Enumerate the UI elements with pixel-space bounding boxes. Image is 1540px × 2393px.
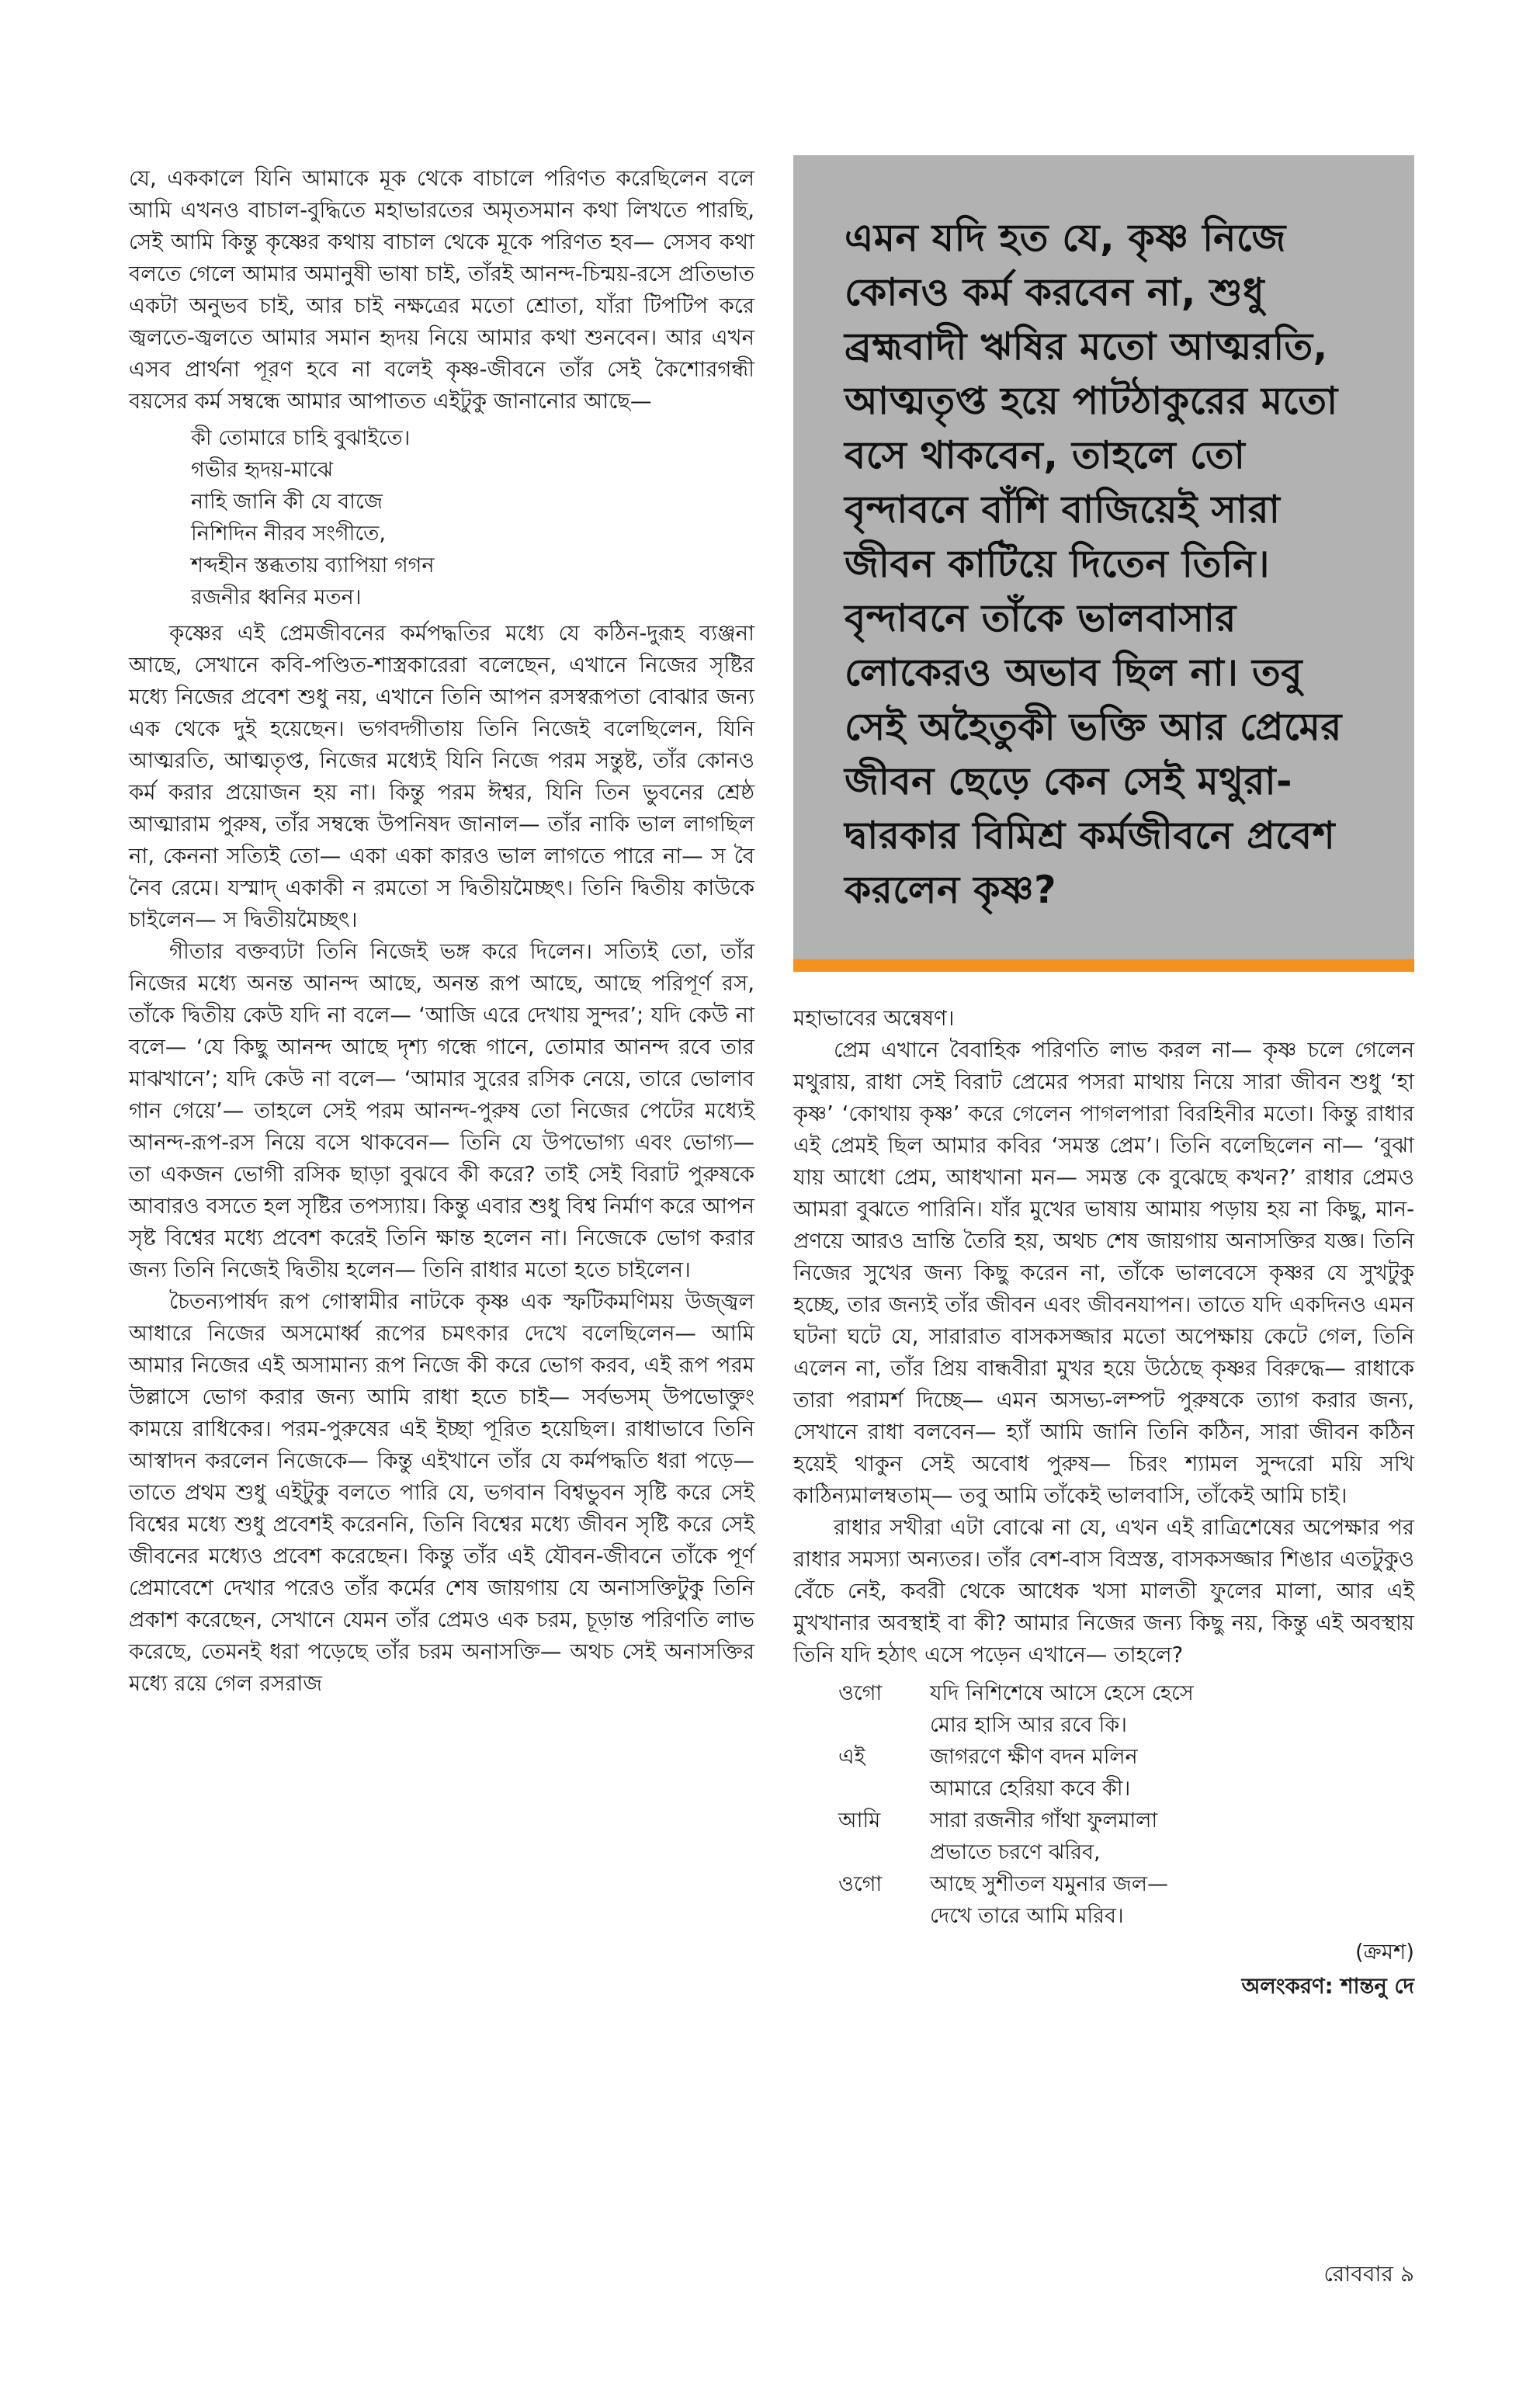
poem-hanging-word: এই <box>838 1745 865 1769</box>
poem-line: প্রভাতে চরণে ঝরিব, <box>930 1840 1101 1864</box>
illustration-credit: অলংকরণ: শান্তনু দে <box>1241 1974 1414 1999</box>
poem-line: শব্দহীন স্তব্ধতায় ব্যাপিয়া গগন <box>191 553 435 577</box>
poem-block-1 <box>191 422 754 613</box>
poem-row <box>838 1741 1414 1805</box>
paragraph-2: কৃষ্ণের এই প্রেমজীবনের কর্মপদ্ধতির মধ্যে যে কঠিন-দুরূহ ব্যঞ্জনা আছে, সেখানে কবি-পণ্ডিত-শাস্ত্রকারেরা বলেছেন, এখানে নিজের সৃষ্টির মধ্যে নিজের প্রবেশ শুধু নয়, এখানে তিনি আপন রসস্বরূপতা বোঝার জন্য এক থেকে দুই হয়েছেন। ভগবদ্গীতায় তিনি নিজেই বলেছিলেন, যিনি আত্মরতি, আত্মতৃপ্ত, নিজের মধ্যেই যিনি নিজে পরম সন্তুষ্ট, তাঁর কোনও কর্ম করার প্রয়োজন হয় না। কিন্তু পরম ঈশ্বর, যিনি তিন ভুবনের শ্রেষ্ঠ আত্মারাম পুরুষ, তাঁর সম্বন্ধে উপনিষদ জানাল— তাঁর নাকি ভাল লাগছিল না, কেননা সত্যিই তো— একা একা কারও ভাল লাগতে পারে না— স বৈ নৈব রেমে। যস্মাদ্ একাকী ন রমতো স দ্বিতীয়মৈচ্ছৎ। তিনি দ্বিতীয় কাউকে চাইলেন— স দ্বিতীয়মৈচ্ছৎ। <box>129 621 754 932</box>
poem-hanging-word: ওগো <box>838 1681 883 1705</box>
poem-line: আমারে হেরিয়া কবে কী। <box>930 1777 1131 1801</box>
poem-line: রজনীর ধ্বনির মতন। <box>191 585 362 609</box>
poem-hanging-word: আমি <box>838 1809 881 1833</box>
accent-bar <box>793 959 1414 972</box>
paragraph-7: রাধার সখীরা এটা বোঝে না যে, এখন এই রাত্রিশেষের অপেক্ষার পর রাধার সমস্যা অন্যতর। তাঁর বেশ-বাস বিস্রস্ত, বাসকসজ্জার শিঙার এতটুকুও বেঁচে নেই, কবরী থেকে আধেক খসা মালতী ফুলের মালা, আর এই মুখখানার অবস্থাই বা কী? আমার নিজের জন্য কিছু নয়, কিন্তু এই অবস্থায় তিনি যদি হঠাৎ এসে পড়েন এখানে— তাহলে? <box>793 1515 1414 1667</box>
poem-line: গভীর হৃদয়-মাঝে <box>191 458 334 482</box>
continued-marker: (ক্রমশ) <box>1355 1940 1414 1965</box>
poem-block-2 <box>838 1677 1414 1932</box>
poem-line: সারা রজনীর গাঁথা ফুলমালা <box>930 1809 1158 1833</box>
poem-row <box>838 1677 1414 1741</box>
poem-line: দেখে তারে আমি মরিব। <box>930 1904 1124 1928</box>
right-column <box>793 155 1414 2003</box>
poem-line: যদি নিশিশেষে আসে হেসে হেসে <box>930 1681 1194 1705</box>
paragraph-1: যে, এককালে যিনি আমাকে মূক থেকে বাচালে পরিণত করেছিলেন বলে আমি এখনও বাচাল-বুদ্ধিতে মহাভারতের অমৃতসমান কথা লিখতে পারছি, সেই আমি কিন্তু কৃষ্ণের কথায় বাচাল থেকে মূকে পরিণত হব— সেসব কথা বলতে গেলে আমার অমানুষী ভাষা চাই, তাঁরই আনন্দ-চিন্ময়-রসে প্রতিভাত একটা অনুভব চাই, আর চাই নক্ষত্রের মতো শ্রোতা, যাঁরা টিপটিপ করে জ্বলতে-জ্বলতে আমার সমান হৃদয় নিয়ে আমার কথা শুনবেন। আর এখন এসব প্রার্থনা পূরণ হবে না বলেই কৃষ্ণ-জীবনে তাঁর সেই কৈশোরগন্ধী বয়সের কর্ম সম্বন্ধে আমার আপাতত এইটুকু জানানোর আছে— <box>129 166 754 414</box>
poem-row <box>838 1868 1414 1932</box>
poem-line: নাহি জানি কী যে বাজে <box>191 490 383 514</box>
pull-quote-box <box>793 155 1414 959</box>
poem-line: নিশিদিন নীরব সংগীতে, <box>191 522 387 546</box>
left-column <box>129 163 754 1700</box>
page-footer: রোববার ৯ <box>1323 2261 1414 2287</box>
paragraph-6: প্রেম এখানে বৈবাহিক পরিণতি লাভ করল না— কৃষ্ণ চলে গেলেন মথুরায়, রাধা সেই বিরাট প্রেমের পসরা মাথায় নিয়ে সারা জীবন শুধু ‘হা কৃষ্ণ’ ‘কোথায় কৃষ্ণ’ করে গেলেন পাগলপারা বিরহিনীর মতো। কিন্তু রাধার এই প্রেমই ছিল আমার কবির ‘সমস্ত প্রেম’। তিনি বলেছিলেন না— ‘বুঝা যায় আধো প্রেম, আধখানা মন— সমস্ত কে বুঝেছে কখন?’ রাধার প্রেমও আমরা বুঝতে পারিনি। যাঁর মুখের ভাষায় আমায় পড়ায় হয় না কিছু, মান-প্রণয়ে আরও ভ্রান্তি তৈরি হয়, অথচ শেষ জায়গায় অনাসক্তির যজ্ঞ। তিনি নিজের সুখের জন্য কিছু করেন না, তাঁকে ভালবেসে কৃষ্ণর যে সুখটুকু হচ্ছে, তার জন্যই তাঁর জীবন এবং জীবনযাপন। তাতে যদি একদিনও এমন ঘটনা ঘটে যে, সারারাত বাসকসজ্জার মতো অপেক্ষায় কেটে গেল, তিনি এলেন না, তাঁর প্রিয় বান্ধবীরা মুখর হয়ে উঠেছে কৃষ্ণর বিরুদ্ধে— রাধাকে তারা পরামর্শ দিচ্ছে— এমন অসভ্য-লম্পট পুরুষকে ত্যাগ করার জন্য, সেখানে রাধা বলবেন— হ্যাঁ আমি জানি তিনি কঠিন, সারা জীবন কঠিন হয়েই থাকুন সেই অবোধ পুরুষ— চিরং শ্যামল সুন্দরো ময়ি সখি কাঠিন্যমালম্বতাম্— তবু আমি তাঁকেই ভালবাসি, তাঁকেই আমি চাই। <box>793 1038 1414 1508</box>
paragraph-3: গীতার বক্তব্যটা তিনি নিজেই ভঙ্গ করে দিলেন। সত্যিই তো, তাঁর নিজের মধ্যে অনন্ত আনন্দ আছে, অনন্ত রূপ আছে, আছে পরিপূর্ণ রস, তাঁকে দ্বিতীয় কেউ যদি না বলে— ‘আজি এরে দেখায় সুন্দর’; যদি কেউ না বলে— ‘যে কিছু আনন্দ আছে দৃশ্য গন্ধে গানে, তোমার আনন্দ রবে তার মাঝখানে’; যদি কেউ না বলে— ‘আমার সুরের রসিক নেয়ে, তারে ভোলাব গান গেয়ে’— তাহলে সেই পরম আনন্দ-পুরুষ তো নিজের পেটের মধ্যেই আনন্দ-রূপ-রস নিয়ে বসে থাকবেন— তিনি যে উপভোগ্য এবং ভোগ্য— তা একজন ভোগী রসিক ছাড়া বুঝবে কী করে? তাই সেই বিরাট পুরুষকে আবারও বসতে হল সৃষ্টির তপস্যায়। কিন্তু এবার শুধু বিশ্ব নির্মাণ করে আপন সৃষ্ট বিশ্বের মধ্যে প্রবেশ করেই তিনি ক্ষান্ত হলেন না। নিজেকে ভোগ করার জন্য তিনি নিজেই দ্বিতীয় হলেন— তিনি রাধার মতো হতে চাইলেন। <box>129 939 754 1282</box>
poem-line: আছে সুশীতল যমুনার জল— <box>930 1872 1168 1896</box>
poem-line: কী তোমারে চাহি বুঝাইতে। <box>191 426 411 450</box>
paragraph-5: মহাভাবের অন্বেষণ। <box>793 1006 955 1031</box>
pull-quote-text: এমন যদি হত যে, কৃষ্ণ নিজে কোনও কর্ম করবেন না, শুধু ব্রহ্মবাদী ঋষির মতো আত্মরতি, আত্মতৃপ্ত হয়ে পাটঠাকুরের মতো বসে থাকবেন, তাহলে তো বৃন্দাবনে বাঁশি বাজিয়েই সারা জীবন কাটিয়ে দিতেন তিনি। বৃন্দাবনে তাঁকে ভালবাসার লোকেরও অভাব ছিল না। তবু সেই অহৈতুকী ভক্তি আর প্রেমের জীবন ছেড়ে কেন সেই মথুরা-দ্বারকার বিমিশ্র কর্মজীবনে প্রবেশ করলেন কৃষ্ণ? <box>845 216 1342 912</box>
poem-row <box>838 1805 1414 1868</box>
paragraph-4: চৈতন্যপার্ষদ রূপ গোস্বামীর নাটকে কৃষ্ণ এক স্ফটিকমণিময় উজ্জ্বল আধারে নিজের অসমোর্ধ্ব রূপের চমৎকার দেখে বলেছিলেন— আমি আমার নিজের এই অসামান্য রূপ নিজে কী করে ভোগ করব, এই রূপ পরম উল্লাসে ভোগ করার জন্য আমি রাধা হতে চাই— সর্বভসম্ উপভোক্তুং কাময়ে রাধিকের। পরম-পুরুষের এই ইচ্ছা পূরিত হয়েছিল। রাধাভাবে তিনি আস্বাদন করলেন নিজেকে— কিন্তু এইখানে তাঁর যে কর্মপদ্ধতি ধরা পড়ে— তাতে প্রথম শুধু এইটুকু বলতে পারি যে, ভগবান বিশ্বভুবন সৃষ্টি করে সেই বিশ্বের মধ্যে শুধু প্রবেশই করেননি, তিনি বিশ্বের মধ্যে জীবন সৃষ্টি করে সেই জীবনের মধ্যেও প্রবেশ করেছেন। কিন্তু তাঁর এই যৌবন-জীবনে তাঁকে পূর্ণ প্রেমাবেশে দেখার পরেও তাঁর কর্মের শেষ জায়গায় যে অনাসক্তিটুকু তিনি প্রকাশ করেছেন, সেখানে যেমন তাঁর প্রেমও এক চরম, চূড়ান্ত পরিণতি লাভ করেছে, তেমনই ধরা পড়েছে তাঁর চরম অনাসক্তি— অথচ সেই অনাসক্তির মধ্যে রয়ে গেল রসরাজ <box>129 1289 754 1696</box>
poem-line: জাগরণে ক্ষীণ বদন মলিন <box>930 1745 1138 1769</box>
poem-hanging-word: ওগো <box>838 1872 883 1896</box>
poem-line: মোর হাসি আর রবে কি। <box>930 1713 1127 1737</box>
